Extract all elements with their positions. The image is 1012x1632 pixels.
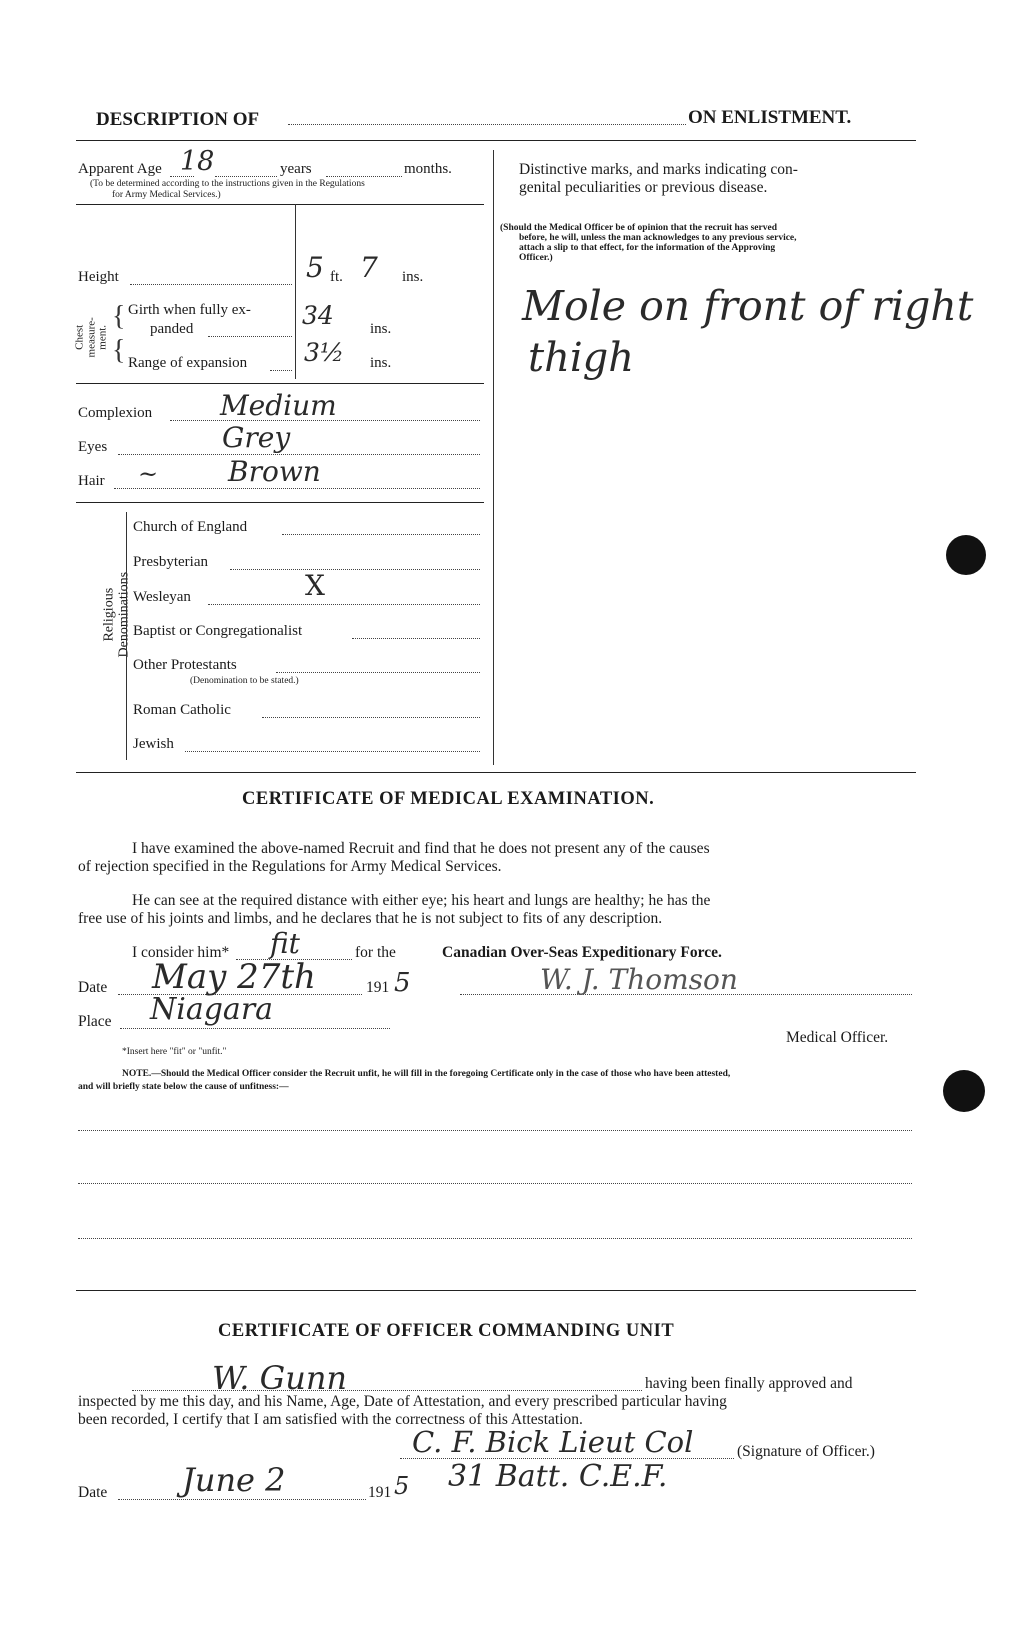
religion-baptist-congregationalist: Baptist or Congregationalist <box>133 623 303 639</box>
wesleyan-check-mark: X <box>305 569 325 602</box>
unfitness-line-2 <box>78 1183 912 1184</box>
medical-officer-signature: W. J. Thomson <box>540 963 738 996</box>
medical-paragraph2-line2: free use of his joints and limbs, and he declares that he is not subject to fits of any description. <box>78 910 663 927</box>
complexion-label: Complexion <box>78 405 153 421</box>
medical-officer-label: Medical Officer. <box>786 1029 889 1046</box>
medical-paragraph1-line1: I have examined the above-named Recruit and find that he does not present any of the causes <box>132 840 710 857</box>
church-of-england-dots <box>282 534 480 535</box>
note-text-line1: —Should the Medical Officer consider the Recruit unfit, he will fill in the foregoing Certificate only in the case of those who have been attested, <box>151 1069 731 1079</box>
medical-date-value: May 27th <box>152 957 316 997</box>
other-protestants-note: (Denomination to be stated.) <box>190 676 299 686</box>
signature-of-officer-label: (Signature of Officer.) <box>737 1443 875 1460</box>
unit-value: 31 Batt. C.E.F. <box>448 1459 668 1494</box>
religion-jewish: Jewish <box>133 736 174 752</box>
insert-fit-unfit-note: *Insert here "fit" or "unfit." <box>122 1047 227 1057</box>
religion-other-protestants: Other Protestants <box>133 657 237 673</box>
header-dotted-line <box>288 124 686 125</box>
commanding-date-label: Date <box>78 1484 108 1501</box>
description-bottom-rule <box>76 772 916 773</box>
girth-value: 34 <box>302 301 334 330</box>
age-years-value: 18 <box>180 146 215 177</box>
religion-roman-catholic: Roman Catholic <box>133 702 231 718</box>
recruit-name-value: W. Gunn <box>212 1359 348 1397</box>
religion-church-of-england: Church of England <box>133 519 248 535</box>
girth-ins-label: ins. <box>370 321 392 337</box>
age-months-dots <box>326 176 402 177</box>
marks-note-line4: Officer.) <box>519 253 553 263</box>
column-divider <box>493 150 494 765</box>
age-rule <box>76 204 484 205</box>
girth-dots <box>208 336 292 337</box>
consider-him-label: I consider him* <box>132 944 230 961</box>
apparent-age-label: Apparent Age <box>78 161 162 177</box>
medical-year-prefix: 191 <box>366 979 390 996</box>
recruit-name-dots <box>132 1390 642 1391</box>
distinctive-marks-value-line2: thigh <box>528 335 634 381</box>
medical-paragraph1-line2: of rejection specified in the Regulations for Army Medical Services. <box>78 858 502 875</box>
punch-hole-upper <box>946 535 986 575</box>
other-protestants-dots <box>276 672 480 673</box>
medical-paragraph2-line1: He can see at the required distance with either eye; his heart and lungs are healthy; he has the <box>132 892 711 909</box>
religion-wesleyan: Wesleyan <box>133 589 191 605</box>
hair-rule <box>76 502 484 503</box>
chest-brace-lower: { <box>112 335 126 366</box>
height-ins-label: ins. <box>402 269 424 285</box>
medical-certificate-title: CERTIFICATE OF MEDICAL EXAMINATION. <box>242 789 655 809</box>
religion-bracket <box>126 512 127 760</box>
religion-side-label-2: Denominations <box>116 571 131 658</box>
years-label: years <box>280 161 312 177</box>
height-ft-value: 5 <box>306 251 324 284</box>
distinctive-marks-heading-line1: Distinctive marks, and marks indicating con- <box>519 161 798 178</box>
commanding-year-prefix: 191 <box>368 1484 392 1501</box>
place-label: Place <box>78 1013 112 1030</box>
note-prefix: NOTE. <box>122 1069 152 1079</box>
unfit-note-line2: and will briefly state below the cause of unfitness:— <box>78 1082 289 1092</box>
range-value: 3½ <box>304 338 345 367</box>
wesleyan-dots <box>208 604 480 605</box>
chest-brace-upper: { <box>112 301 126 332</box>
commanding-officer-signature: C. F. Bick Lieut Col <box>412 1425 694 1459</box>
medical-bottom-rule <box>76 1290 916 1291</box>
place-value: Niagara <box>150 992 274 1027</box>
canadian-expeditionary-force: Canadian Over-Seas Expeditionary Force. <box>442 944 722 961</box>
measure-divider <box>295 204 296 379</box>
hair-value: Brown <box>228 455 321 488</box>
commanding-paragraph-line2: inspected by me this day, and his Name, Age, Date of Attestation, and every prescribed particular having <box>78 1393 727 1410</box>
commanding-certificate-title: CERTIFICATE OF OFFICER COMMANDING UNIT <box>218 1321 675 1341</box>
consider-for-the: for the <box>355 944 396 961</box>
commanding-date-value: June 2 <box>182 1461 286 1499</box>
chest-label-1: Chest <box>73 324 86 350</box>
medical-date-label: Date <box>78 979 108 996</box>
distinctive-marks-value-line1: Mole on front of right <box>522 282 974 330</box>
eyes-value: Grey <box>222 421 291 454</box>
girth-label-line1: Girth when fully ex- <box>128 302 251 318</box>
place-dots <box>120 1028 390 1029</box>
chest-label-3: ment. <box>96 324 109 350</box>
commanding-year-digit: 5 <box>394 1472 410 1500</box>
description-of-heading: DESCRIPTION OF <box>96 109 260 130</box>
commanding-paragraph-line3: been recorded, I certify that I am satisfied with the correctness of this Attestation. <box>78 1411 583 1428</box>
unfit-note-line1 <box>122 1070 730 1080</box>
marks-note-line3: attach a slip to that effect, for the information of the Approving <box>519 243 776 253</box>
measure-rule <box>76 383 484 384</box>
medical-year-digit: 5 <box>394 968 411 998</box>
jewish-dots <box>185 751 480 752</box>
range-dots <box>270 370 292 371</box>
commanding-date-dots <box>118 1499 366 1500</box>
religious-denominations-side-label <box>102 540 131 690</box>
height-ins-value: 7 <box>360 251 378 284</box>
height-label: Height <box>78 269 119 285</box>
eyes-label: Eyes <box>78 439 108 455</box>
height-dots <box>130 284 292 285</box>
marks-note-line1: (Should the Medical Officer be of opinion that the recruit has served <box>500 223 777 233</box>
approved-suffix: having been finally approved and <box>645 1375 853 1392</box>
hair-dots <box>114 488 480 489</box>
age-note-line1: (To be determined according to the instructions given in the Regulations <box>90 179 365 189</box>
fitness-value: fit <box>270 927 300 960</box>
chest-label-2: measure- <box>85 317 98 358</box>
roman-catholic-dots <box>262 717 480 718</box>
distinctive-marks-heading-line2: genital peculiarities or previous disease. <box>519 179 768 196</box>
range-ins-label: ins. <box>370 355 392 371</box>
unfitness-line-1 <box>78 1130 912 1131</box>
girth-label-line2: panded <box>150 321 194 337</box>
religion-side-label-1: Religious <box>101 587 117 642</box>
range-label: Range of expansion <box>128 355 248 371</box>
age-years-dots-2 <box>215 176 277 177</box>
hair-dash-mark: ~ <box>138 460 159 488</box>
hair-label: Hair <box>78 473 105 489</box>
months-label: months. <box>404 161 452 177</box>
on-enlistment-heading: ON ENLISTMENT. <box>688 107 852 128</box>
age-note-line2: for Army Medical Services.) <box>112 190 221 200</box>
unfitness-line-3 <box>78 1238 912 1239</box>
chest-measurement-side-label <box>75 297 110 377</box>
religion-presbyterian: Presbyterian <box>133 554 208 570</box>
marks-note-line2: before, he will, unless the man acknowledges to any previous service, <box>519 233 797 243</box>
complexion-value: Medium <box>220 389 337 422</box>
ft-label: ft. <box>330 269 343 285</box>
header-rule <box>76 140 916 141</box>
punch-hole-lower <box>943 1070 985 1112</box>
presbyterian-dots <box>230 569 480 570</box>
baptist-dots <box>352 638 480 639</box>
